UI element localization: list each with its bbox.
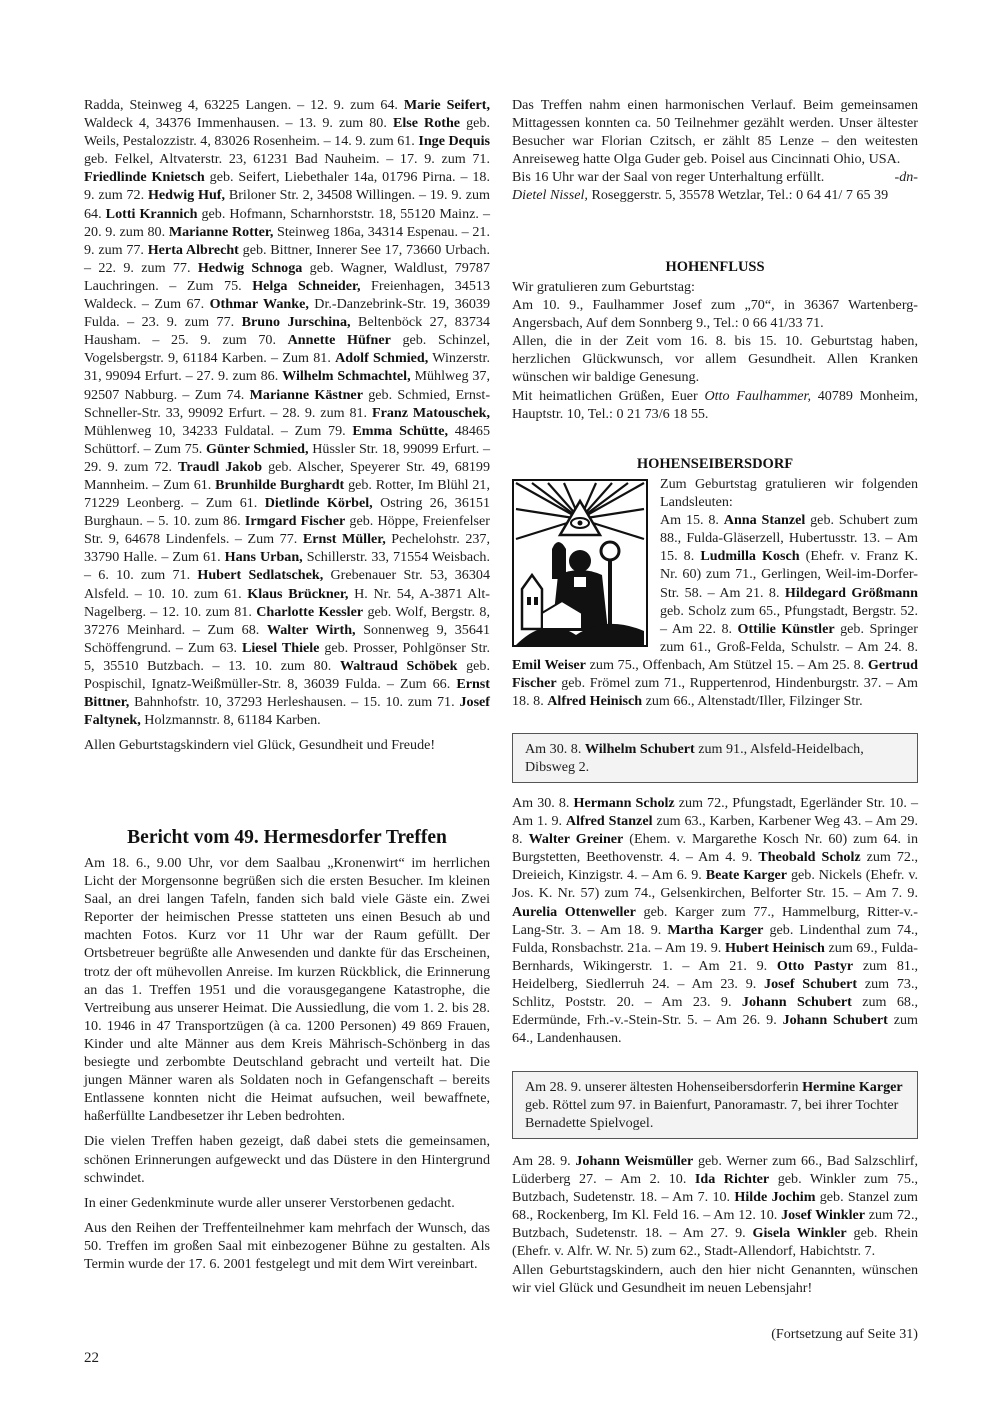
person-name: Martha Karger: [667, 921, 764, 938]
article-paragraph: Die vielen Treffen haben gezeigt, daß dabei stets die gemeinsamen, schönen Erinnerungen aufgeweckt und das Düstere in den Hintergrund schwindet.: [84, 1133, 490, 1186]
article-continuation: [512, 96, 918, 205]
person-name: Walter Greiner: [528, 831, 624, 848]
text-run: geb. Wagner, Waldlust, 79787 Lauchringen. – Zum 75.: [84, 259, 490, 294]
text-run: zum 75., Offenbach, Am Stützel 15. – Am 25. 8.: [585, 656, 868, 673]
text-run: geb. Schubert zum 88., Fulda-Gläserzell, Hubertusstr. 13. – Am 15. 8.: [660, 512, 918, 565]
text-run: Bahnhofstr. 10, 37293 Herleshausen. – 15. 10. zum 71.: [129, 694, 460, 711]
text-run: Pechelohstr. 237, 33790 Halle. – Zum 61.: [84, 531, 490, 566]
text-run: geb. Alscher, Speyerer Str. 49, 68199 Mannheim. – Zum 61.: [84, 458, 491, 493]
person-name: Hubert Heinisch: [724, 939, 825, 956]
person-name: Liesel Thiele: [241, 639, 320, 656]
text-run: 40789 Monheim, Hauptstr. 10, Tel.: 0 21 73/6 18 55.: [512, 387, 918, 422]
text-run: Am 30. 8.: [512, 795, 574, 811]
text-run: 48465 Schüttorf. – Zum 75.: [84, 422, 490, 457]
birthday-closing: Allen Geburtstagskindern, auch den hier nicht Genannten, wünschen wir viel Glück und Gesundheit im neuen Lebensjahr!: [512, 1261, 918, 1296]
text-run: geb. Rhein (Ehefr. v. Alfr. W. Nr. 5) zum 62., Stadt-Allendorf, Habichtstr. 7.: [512, 1225, 918, 1260]
person-name: Ida Richter: [694, 1171, 770, 1188]
text-run: zum 73., Schlitz, Poststr. 20. – Am 23. 9.: [512, 975, 919, 1011]
text-run: Winzerstr. 31, 99094 Erfurt. – 27. 9. zum 86.: [84, 350, 490, 385]
text-run: Ostring 26, 36151 Burghaun. – 5. 10. zum 86.: [84, 495, 491, 530]
text-run: zum 69., Fulda-Bernhards, Wikingerstr. 1. – Am 21. 9.: [512, 939, 919, 974]
person-name: Johann Schubert: [741, 994, 852, 1011]
text-run: Mühlweg 37, 92507 Nabburg. – Zum 74.: [84, 368, 490, 403]
text-run: geb. Lindenthal zum 74., Fulda, Ronsbachstr. 21a. – Am 19. 9.: [512, 921, 919, 956]
person-name: Günter Schmied,: [206, 440, 309, 457]
text-run: geb. Werner zum 66., Bad Salzschlirf, Lüderberg 27. – Am 2. 10.: [512, 1153, 918, 1188]
text-run: zum 64., Landenhausen.: [512, 1012, 918, 1047]
text-run: (Ehem. v. Margarethe Kosch Nr. 60) zum 64. in Burgstetten, Beethovenstr. 4. – Am 4. 9.: [512, 831, 918, 866]
text-run: geb. Wolf, Bergstr. 8, 37276 Meinhard. – Zum 68.: [84, 603, 490, 638]
person-name: Marianne Rotter,: [168, 223, 274, 240]
text-run: Beltenböck 27, 83734 Hausham. – 25. 9. zum 70.: [84, 314, 491, 349]
text-run: geb. Prosser, Pohlgönser Str. 5, 35510 Butzbach. – 13. 10. zum 80.: [84, 639, 491, 674]
text-run: Am 30. 8.: [525, 741, 585, 757]
text-run: Mühlenweg 10, 34233 Fuldatal. – Zum 79.: [84, 422, 353, 439]
author-name: Otto Faulhammer,: [704, 387, 811, 404]
birthday-paragraph: [84, 96, 490, 729]
person-name: Hermann Scholz: [573, 795, 675, 811]
text-run: geb. Rotter, Im Blühl 21, 71229 Leonberg. – Zum 61.: [84, 476, 490, 512]
person-name: Hildegard Größmann: [784, 584, 918, 601]
article-paragraph: Aus den Reihen der Treffenteilnehmer kam mehrfach der Wunsch, das 50. Treffen im großen Saal mit einbezogener Bühne zu gestalten. Als Termin wurde der 17. 6. 2001 festgelegt und mit dem Wirt vereinbart.: [84, 1219, 490, 1272]
person-name: Johann Schubert: [782, 1012, 888, 1029]
person-name: Klaus Brückner,: [247, 585, 349, 602]
continuation-note: (Fortsetzung auf Seite 31): [771, 1326, 918, 1342]
person-name: Waltraud Schöbek: [339, 657, 458, 674]
text-run: Holzmannstr. 8, 61184 Karben.: [140, 712, 321, 729]
birthday-list-left: [84, 96, 490, 754]
article-paragraph: Am 18. 6., 9.00 Uhr, vor dem Saalbau „Kronenwirt“ im herrlichen Licht der Morgensonne begrüßen sich die ersten Besucher. Im kleinen Saal, an drei langen Tafeln, fanden sich bald viele Gäste ein. Zwei Reporter der heimischen Presse statteten uns einen Besuch ab und machten Fotos. Kurz vor 11 Uhr war der Raum gefüllt. Der Ortsbetreuer begrüßte alle Anwesenden und dankte für das Erscheinen, trotz der oft mühevollen Anreise. Im kurzen Rückblick, die Erinnerung an das 1. Treffen 1951 und die vorausgegangene Katastrophe, die Vertreibung aus unserer Heimat. Die Aussiedlung, die vom 1. 2. bis 28. 10. 1946 in 47 Transportzügen (à ca. 1200 Personen) 49 869 Frauen, Kinder und alte Männer aus dem Kreis Mährisch-Schönberg in das besiegte und zerbombte Deutschland gebracht und verteilt hat. Die jungen Männer waren als Soldaten noch in Gefangenschaft – bereits Entlassene konnten nicht die Heimat aufsuchen, weil bewaffnete, haßerfüllte Landbesetzer ihr Leben bedrohten.: [84, 855, 490, 1125]
section-title: HOHENSEIBERSDORF: [636, 456, 794, 472]
article-title: Bericht vom 49. Hermesdorfer Treffen: [127, 827, 447, 848]
text-run: Hüssler Str. 18, 99099 Erfurt. – 29. 9. zum 72.: [84, 440, 491, 475]
text-run: geb. Höppe, Freienfelser Str. 9, 64678 Lindenfels. – Zum 77.: [84, 513, 490, 548]
text-run: geb. Nickels (Ehefr. v. Jos. K. Nr. 57) zum 74., Gelsenkirchen, Belforter Str. 15. – Am 7. 9.: [512, 867, 919, 902]
birthday-paragraph: [512, 794, 918, 1047]
text-run: geb. Seifert, Liebethaler 14a, 01796 Pirna. – 18. 9. zum 72.: [84, 169, 490, 204]
text-run: zum 72., Butzbach, Sudetenstr. 18. – Am 27. 9.: [512, 1207, 918, 1242]
text-run: geb. Karger zum 77., Hammelburg, Ritter-v.-Lang-Str. 3. – Am 18. 9.: [512, 903, 918, 938]
text-run: H. Nr. 54, A-3871 Alt-Nagelberg. – 12. 10. zum 81.: [84, 585, 490, 620]
page-number: 22: [84, 1350, 99, 1366]
text-run: Roseggerstr. 5, 35578 Wetzlar, Tel.: 0 64 41/ 7 65 39: [587, 187, 889, 204]
text-run: zum 81., Heidelberg, Siedlerruh 24. – Am 23. 9.: [512, 957, 918, 992]
person-name: Hermine Karger: [802, 1079, 903, 1095]
text-run: geb. Scholz zum 65., Pfungstadt, Bergstr. 52. – Am 22. 8.: [660, 602, 918, 637]
person-name: Gisela Winkler: [752, 1225, 847, 1242]
text-run: Freienhagen, 34513 Waldeck. – Zum 67.: [84, 277, 490, 313]
person-name: Josef Schubert: [764, 975, 858, 992]
person-name: Herta Albrecht: [147, 241, 239, 258]
person-name: Marie Seifert,: [403, 97, 490, 113]
text-run: geb. Stanzel zum 68., Rockenberg, Im Kl. Feld 16. – Am 12. 10.: [512, 1189, 918, 1224]
person-name: Irmgard Fischer: [244, 513, 346, 530]
section-line: Allen, die in der Zeit vom 16. 8. bis 15. 10. Geburtstag haben, herzlichen Glückwunsch, vor allem Gesundheit. Allen Kranken wünschen wir baldige Genesung.: [512, 333, 918, 386]
highlight-box-hermine-karger: [512, 1071, 918, 1139]
person-name: Hedwig Schnoga: [197, 259, 303, 276]
text-run: Dr.-Danzebrink-Str. 19, 36039 Fulda. – 23. 9. zum 77.: [84, 296, 490, 331]
text-run: Steinweg 186a, 34314 Espenau. – 21. 9. zum 77.: [84, 223, 491, 258]
person-name: Helga Schneider,: [252, 277, 361, 294]
person-name: Dietlinde Körbel,: [264, 495, 373, 512]
article-end: [512, 168, 918, 186]
text-run: geb. Schinzel, Vogelsbergstr. 9, 61184 Karben. – Zum 81.: [84, 332, 490, 367]
person-name: Theobald Scholz: [758, 849, 861, 866]
woodcut-saint-icon: [512, 479, 648, 647]
person-name: Traudl Jakob: [178, 458, 263, 475]
person-name: Ludmilla Kosch: [700, 548, 800, 565]
person-name: Ernst Müller,: [302, 531, 386, 548]
text-run: geb. Weils, Pestalozzistr. 4, 83026 Rosenheim. – 14. 9. zum 61.: [84, 115, 490, 150]
text-run: geb. Felkel, Altvaterstr. 23, 61231 Bad Nauheim. – 17. 9. zum 71.: [84, 151, 490, 168]
birthday-paragraph: [512, 1152, 918, 1261]
person-name: Friedlinde Knietsch: [84, 169, 205, 186]
person-name: Annette Hüfner: [287, 332, 391, 349]
text-run: Mit heimatlichen Grüßen, Euer: [512, 387, 705, 404]
person-name: Gertrud Fischer: [512, 656, 918, 692]
text-run: Waldeck 4, 34376 Immenhausen. – 13. 9. zum 80.: [84, 115, 393, 132]
text-run: Am 15. 8.: [660, 512, 724, 529]
text-run: Schillerstr. 33, 71554 Weisbach. – 6. 10. zum 71.: [84, 549, 490, 584]
person-name: Aurelia Ottenweller: [512, 903, 636, 920]
highlight-box-wilhelm-schubert: [512, 733, 918, 783]
person-name: Wilhelm Schubert: [584, 741, 695, 757]
article-paragraph: Das Treffen nahm einen harmonischen Verlauf. Beim gemeinsamen Mittagessen konnten ca. 50 Teilnehmer gezählt werden. Unser ältester Besucher war Florian Czitsch, er zählt 85 Lenze – den weitesten Anreiseweg hatte Olga Guder geb. Poisel aus Cincinnati Ohio, USA.: [512, 97, 918, 168]
person-name: Inge Dequis: [418, 133, 491, 150]
text-run: zum 72., Dreieich, Kinzigstr. 4. – Am 6. 9.: [512, 849, 919, 884]
person-name: Brunhilde Burghardt: [215, 476, 345, 493]
person-name: Otto Pastyr: [776, 957, 854, 974]
person-name: Ernst Bittner,: [84, 676, 490, 711]
text-run: geb. Bittner, Innerer See 17, 73660 Urbach. – 22. 9. zum 77.: [84, 241, 491, 276]
person-name: Hilde Jochim: [734, 1189, 816, 1206]
text-run: zum 91., Alsfeld-Heidelbach, Dibsweg 2.: [525, 741, 864, 776]
section-line: Wir gratulieren zum Geburtstag:: [512, 279, 695, 295]
article-paragraph: In einer Gedenkminute wurde aller unserer Verstorbenen gedacht.: [84, 1194, 455, 1211]
person-name: Emma Schütte,: [352, 422, 449, 439]
person-name: Beate Karger: [705, 867, 788, 884]
text-run: Am 28. 9. unserer ältesten Hohenseibersdorferin: [525, 1079, 803, 1095]
text-run: (Ehefr. v. Franz K. Nr. 60) zum 71., Gerlingen, Weil-im-Dorfer-Str. 58. – Am 21. 8.: [660, 548, 918, 601]
section-hohenfluss: [512, 258, 918, 423]
highlight-text: [525, 1078, 905, 1132]
section-line: Am 10. 9., Faulhammer Josef zum „70“, in 36367 Wartenberg-Angersbach, Auf dem Sonnberg 9., Tel.: 0 66 41/33 71.: [512, 297, 918, 332]
author-name: Dietel Nissel,: [512, 187, 588, 204]
person-name: Othmar Wanke,: [209, 296, 309, 313]
person-name: Johann Weismüller: [575, 1153, 694, 1169]
text-run: zum 63., Karben, Karbener Weg 43. – Am 29. 8.: [512, 813, 918, 848]
person-name: Alfred Stanzel: [565, 813, 653, 830]
person-name: Adolf Schmied,: [335, 350, 429, 367]
section-hohenseibersdorf: [512, 455, 918, 710]
person-name: Josef Faltynek,: [84, 694, 490, 729]
text-run: Am 28. 9.: [512, 1153, 576, 1169]
birthday-list-right: [512, 794, 918, 1047]
text-run: zum 72., Pfungstadt, Egerländer Str. 10. – Am 1. 9.: [512, 795, 918, 830]
person-name: Hans Urban,: [224, 549, 303, 566]
section-signature: [512, 387, 918, 423]
author-signature: [512, 186, 918, 204]
text-run: Briloner Str. 2, 34508 Willingen. – 19. 9. zum 64.: [84, 187, 490, 222]
text-run: geb. Frömel zum 71., Ruppertenrod, Hindenburgstr. 37. – Am 18. 8.: [512, 675, 918, 710]
text-run: geb. Schmied, Ernst-Schneller-Str. 33, 99092 Erfurt. – 28. 9. zum 81.: [84, 386, 491, 421]
text-run: geb. Hofmann, Scharnhorststr. 18, 55120 Mainz. – 20. 9. zum 80.: [84, 205, 491, 240]
author-initials: -dn-: [894, 169, 918, 186]
person-name: Franz Matouschek,: [371, 404, 491, 421]
person-name: Else Rothe: [392, 115, 461, 132]
birthday-list-right-2: [512, 1152, 918, 1297]
text-run: zum 68., Edermünde, Frh.-v.-Stein-Str. 5. – Am 26. 9.: [512, 994, 919, 1029]
person-name: Bruno Jurschina,: [241, 314, 351, 331]
person-name: Hedwig Huf,: [147, 187, 225, 204]
text-run: geb. Winkler zum 75., Butzbach, Sudetenstr. 18. – Am 7. 10.: [512, 1171, 918, 1206]
article-hermesdorf: [84, 826, 490, 1273]
text-run: Radda, Steinweg 4, 63225 Langen. – 12. 9. zum 64.: [84, 97, 404, 113]
article-end-text: Bis 16 Uhr war der Saal von reger Unterhaltung erfüllt.: [512, 169, 825, 186]
person-name: Lotti Krannich: [105, 205, 198, 222]
highlight-text: [525, 740, 905, 776]
section-title: HOHENFLUSS: [665, 259, 765, 275]
person-name: Ottilie Künstler: [737, 620, 835, 637]
person-name: Anna Stanzel: [723, 512, 806, 529]
text-run: geb. Röttel zum 97. in Baienfurt, Panoramastr. 7, bei ihrer Tochter Bernadette Spielvogel.: [525, 1097, 899, 1132]
person-name: Josef Winkler: [781, 1207, 865, 1224]
person-name: Hubert Sedlatschek,: [197, 567, 324, 584]
person-name: Walter Wirth,: [266, 621, 356, 638]
text-run: geb. Pospischil, Ignatz-Weißmüller-Str. 8, 36039 Fulda. – Zum 66.: [84, 657, 490, 692]
person-name: Alfred Heinisch: [547, 693, 643, 710]
text-run: Sonnenweg 9, 35641 Schöffengrund. – Zum 63.: [84, 621, 490, 656]
text-run: zum 66., Altenstadt/Iller, Filzinger Str.: [642, 693, 863, 710]
person-name: Marianne Kästner: [249, 386, 363, 403]
person-name: Wilhelm Schmachtel,: [282, 368, 411, 385]
person-name: Charlotte Kessler: [256, 603, 364, 620]
birthday-closing: Allen Geburtstagskindern viel Glück, Gesundheit und Freude!: [84, 737, 436, 754]
text-run: geb. Springer zum 61., Groß-Felda, Schulstr. – Am 24. 8.: [660, 620, 918, 655]
person-name: Emil Weiser: [512, 656, 586, 673]
text-run: Grebenauer Str. 53, 36304 Alsfeld. – 10. 10. zum 61.: [84, 567, 490, 602]
text-run: Zum Geburtstag gratulieren wir folgenden Landsleuten:: [660, 476, 918, 511]
